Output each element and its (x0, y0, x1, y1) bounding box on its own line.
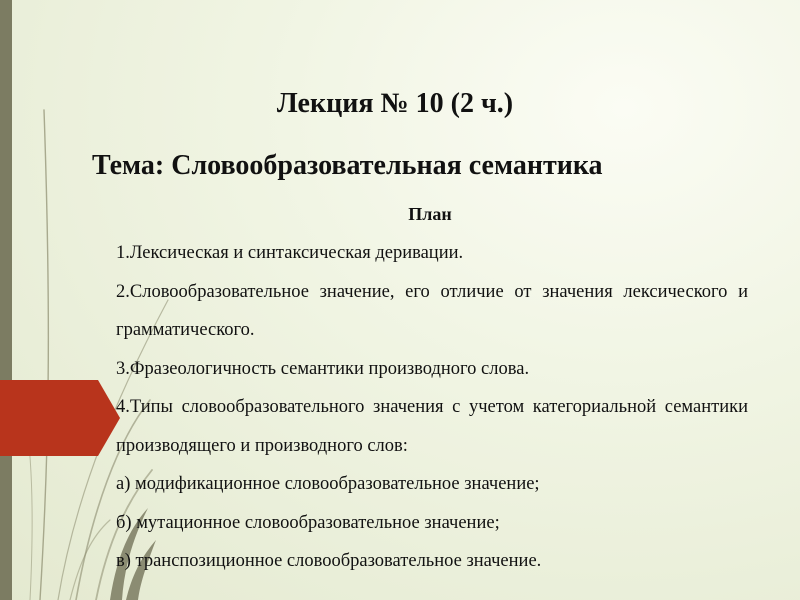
plan-subitem-a: а) модификационное словообразовательное значение; (116, 474, 540, 494)
lecture-title: Лекция № 10 (2 ч.) (276, 88, 514, 119)
plan-item-4: 4.Типы словообразовательного значения с учетом категориальной семантики производящего и производного слов: (116, 397, 748, 456)
plan-subitem-b: б) мутационное словообразовательное значение; (116, 512, 500, 533)
plan-item-3: 3.Фразеологичность семантики производного слова. (116, 358, 530, 379)
plan-heading: План (408, 204, 452, 224)
plan-list (116, 234, 748, 581)
plan-subitem-c: в) транспозиционное словообразовательное значение. (116, 551, 542, 571)
lecture-topic: Тема: Словообразовательная семантика (92, 150, 603, 181)
plan-item-1: 1.Лексическая и синтаксическая деривации. (116, 243, 464, 263)
accent-arrow-shape (0, 380, 120, 456)
plan-item-2: 2.Словообразовательное значение, его отличие от значения лексического и грамматического. (116, 281, 748, 340)
